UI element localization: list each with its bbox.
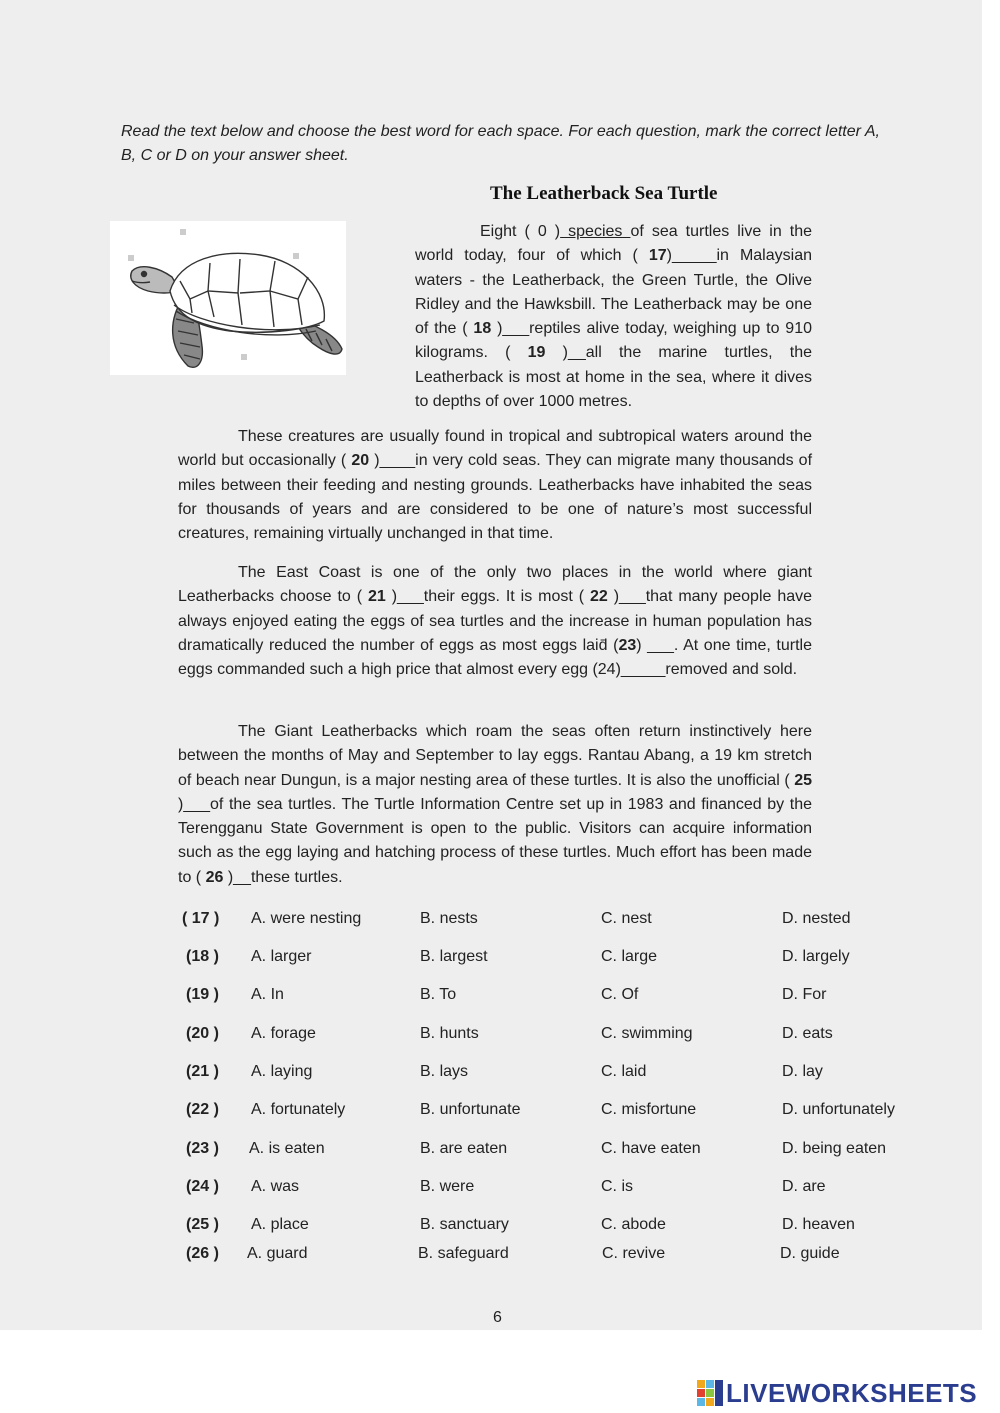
option-c[interactable]: C. large	[601, 948, 658, 965]
text-span: These creatures are usually found in tropical and subtropical waters around the world but occasionally (	[178, 428, 812, 470]
option-d[interactable]: D. largely	[782, 948, 850, 965]
option-b[interactable]: B. were	[420, 1178, 475, 1195]
text-span: )___their eggs. It is most (	[391, 588, 585, 606]
text-span: )___that many people have always enjoyed eating the eggs of sea turtles and the increase in human population has dramatically reduced the number of eggs as most eggs laid̄ (	[178, 588, 813, 654]
passage-paragraph-2	[178, 425, 812, 546]
text-span: The Giant Leatherbacks which roam the seas often return instinctively here between the months of May and September to lay eggs. Rantau Abang, a 19 km stretch of beach near Dungun, is a major nesting area of these turtles. It is also the unofficial (	[178, 723, 812, 789]
question-row	[0, 1060, 982, 1084]
option-a[interactable]: A. is eaten	[249, 1140, 325, 1157]
blank-number-22: 22	[584, 588, 614, 606]
question-number: (22 )	[186, 1101, 219, 1118]
option-b[interactable]: B. sanctuary	[420, 1216, 509, 1233]
text-span: )_____in Malaysian waters - the Leatherback, the Green Turtle, the Olive Ridley and the Hawksbill. The Leatherback may be one of the (	[415, 247, 812, 338]
option-a[interactable]: A. forage	[251, 1025, 316, 1042]
question-number: ( 17 )	[182, 910, 220, 927]
option-d[interactable]: D. are	[782, 1178, 826, 1195]
option-b[interactable]: B. nests	[420, 910, 478, 927]
text-span: Eight ( 0 )	[480, 223, 561, 240]
question-row	[0, 1213, 982, 1237]
text-span: ) ___. At one time, turtle eggs commanded such a high price that almost every egg (24)_____removed and sold.	[178, 636, 812, 679]
option-b[interactable]: B. hunts	[420, 1025, 479, 1042]
option-a[interactable]: A. place	[251, 1216, 309, 1233]
option-c[interactable]: C. revive	[602, 1245, 666, 1262]
option-c[interactable]: C. laid	[601, 1063, 647, 1080]
option-b[interactable]: B. largest	[420, 948, 488, 965]
text-span: )___reptiles alive today, weighing up to 910 kilograms. (	[415, 320, 813, 362]
option-d[interactable]: D. heaven	[782, 1216, 855, 1233]
option-c[interactable]: C. misfortune	[601, 1101, 697, 1118]
passage-paragraph-1	[415, 220, 812, 414]
text-span: )___of the sea turtles. The Turtle Information Centre set up in 1983 and financed by the Terengganu State Government is open to the public. Visitors can acquire information such as the egg laying and hatching process of these turtles. Much effort has been made to (	[178, 795, 812, 886]
option-c[interactable]: C. nest	[601, 910, 652, 927]
blank-number-20: 20	[346, 452, 375, 470]
turtle-illustration	[110, 221, 346, 375]
option-a[interactable]: A. In	[251, 986, 284, 1003]
option-a[interactable]: A. laying	[251, 1063, 313, 1080]
option-b[interactable]: B. To	[420, 986, 457, 1003]
option-b[interactable]: B. lays	[420, 1063, 469, 1080]
option-a[interactable]: A. guard	[247, 1245, 308, 1262]
instructions: Read the text below and choose the best word for each space. For each question, mark the correct letter A, B, C or D on your answer sheet.	[121, 123, 880, 164]
question-row	[0, 1175, 982, 1199]
text-span: )__all the marine turtles, the Leatherback is most at home in the sea, where it dives to depths of over 1000 metres.	[415, 344, 812, 411]
option-a[interactable]: A. larger	[251, 948, 312, 965]
option-c[interactable]: C. Of	[601, 986, 639, 1003]
question-number: (18 )	[186, 948, 219, 965]
liveworksheets-logo-icon	[697, 1380, 723, 1406]
option-b[interactable]: B. are eaten	[420, 1140, 508, 1157]
question-number: (20 )	[186, 1025, 219, 1042]
question-number: (23 )	[186, 1140, 219, 1157]
question-row	[0, 907, 982, 931]
blank-number-17: 17	[637, 247, 667, 265]
option-a[interactable]: A. fortunately	[251, 1101, 346, 1118]
blank-number-21: 21	[362, 588, 392, 606]
question-number: (26 )	[186, 1245, 219, 1262]
question-row	[0, 1242, 982, 1266]
blank-number-25: 25	[789, 771, 813, 789]
option-a[interactable]: A. were nesting	[251, 910, 362, 927]
page-number: 6	[493, 1309, 502, 1326]
option-b[interactable]: B. unfortunate	[420, 1101, 521, 1118]
option-d[interactable]: D. For	[782, 986, 827, 1003]
option-a[interactable]: A. was	[251, 1178, 300, 1195]
option-c[interactable]: C. swimming	[601, 1025, 693, 1042]
text-span: )__these turtles.	[227, 868, 343, 886]
question-row	[0, 1098, 982, 1122]
passage-paragraph-4	[178, 720, 812, 890]
passage-title: The Leatherback Sea Turtle	[490, 183, 718, 204]
option-d[interactable]: D. nested	[782, 910, 851, 927]
option-c[interactable]: C. abode	[601, 1216, 666, 1233]
blank-number-23: 23	[618, 636, 637, 654]
passage-paragraph-3	[178, 561, 812, 682]
liveworksheets-brand[interactable]	[697, 1378, 977, 1408]
blank-number-18: 18	[467, 320, 498, 338]
question-number: (25 )	[186, 1216, 219, 1233]
blank-number-19: 19	[510, 344, 563, 362]
brand-name: LIVEWORKSHEETS	[726, 1377, 978, 1408]
leatherback-turtle-icon	[110, 221, 346, 375]
option-d[interactable]: D. lay	[782, 1063, 823, 1080]
option-c[interactable]: C. have eaten	[601, 1140, 701, 1157]
blank-number-26: 26	[201, 868, 228, 886]
question-row	[0, 945, 982, 969]
option-d[interactable]: D. eats	[782, 1025, 833, 1042]
question-row	[0, 1137, 982, 1161]
text-span: The East Coast is one of the only two places in the world where giant Leatherbacks choose to (	[178, 564, 812, 606]
option-b[interactable]: B. safeguard	[418, 1245, 509, 1262]
option-d[interactable]: D. guide	[780, 1245, 840, 1262]
text-span: of sea turtles live in the world today, four of which (	[415, 223, 813, 265]
option-d[interactable]: D. unfortunately	[782, 1101, 895, 1118]
option-d[interactable]: D. being eaten	[782, 1140, 887, 1157]
question-row	[0, 983, 982, 1007]
example-answer: species	[560, 223, 631, 240]
text-span: )____in very cold seas. They can migrate many thousands of miles between their feeding and nesting grounds. Leatherbacks have inhabited the seas for thousands of years and are considered to be one of nature’s most successful creatures, remaining virtually unchanged in that time.	[178, 452, 813, 543]
question-number: (21 )	[186, 1063, 219, 1080]
question-number: (19 )	[186, 986, 219, 1003]
question-number: (24 )	[186, 1178, 219, 1195]
option-c[interactable]: C. is	[601, 1178, 633, 1195]
question-row	[0, 1022, 982, 1046]
